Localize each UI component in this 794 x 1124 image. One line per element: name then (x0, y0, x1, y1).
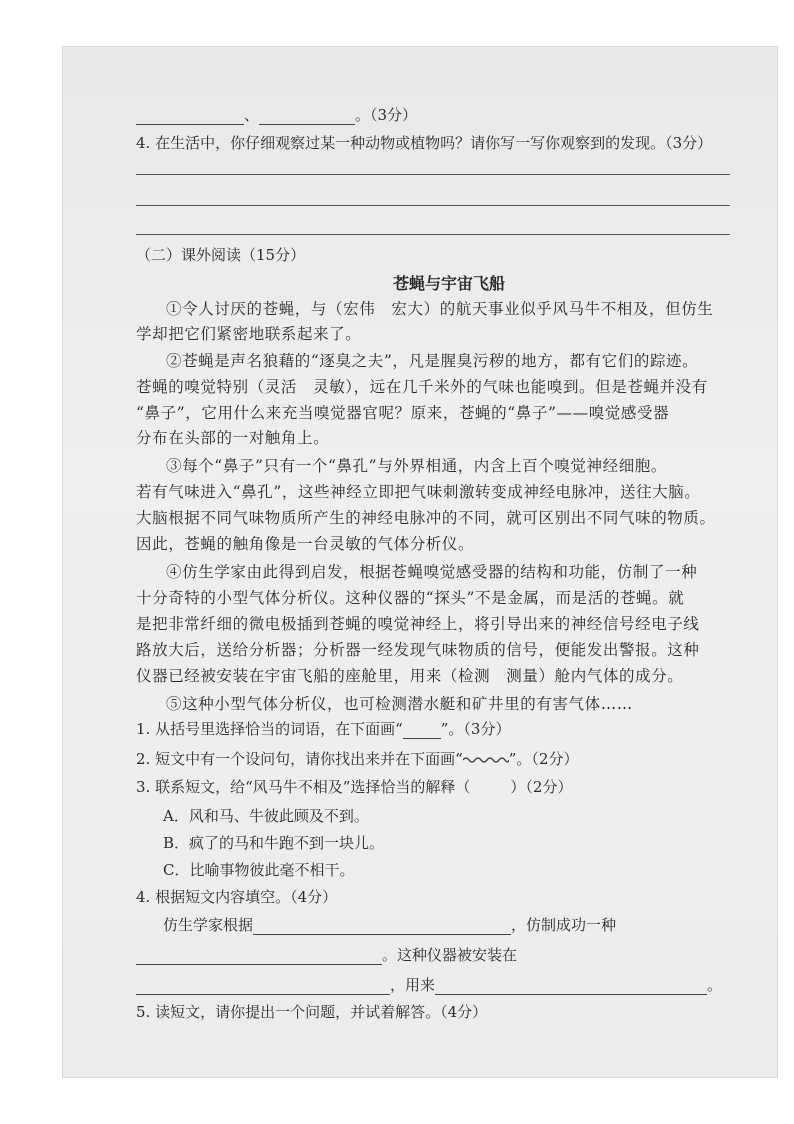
paragraph-line: “鼻子”，它用什么来充当嗅觉器官呢？原来，苍蝇的“鼻子”——嗅觉感受器 (136, 404, 670, 422)
question-text: 3. 联系短文，给“风马牛不相及”选择恰当的解释（ (136, 778, 471, 796)
question-4-fill: 4. 根据短文内容填空。（4分） (136, 888, 338, 906)
paragraph-line: 大脑根据不同气味物质所产生的神经电脉冲的不同，就可区别出不同气味的物质。 (136, 509, 716, 527)
underline-sample (403, 724, 441, 739)
wavy-line-icon (463, 755, 509, 765)
answer-line[interactable] (136, 205, 730, 206)
paragraph-line: ②苍蝇是声名狼藉的“逐臭之夫”，凡是腥臭污秽的地方，都有它们的踪迹。 (166, 352, 699, 370)
fill-text: ，用来 (390, 976, 436, 994)
option-c[interactable]: C．比喻事物彼此毫不相干。 (163, 861, 355, 879)
paragraph-line: 仪器已经被安装在宇宙飞船的座舱里，用来（检测 测量）舱内气体的成分。 (136, 667, 684, 685)
separator: 、 (244, 106, 260, 124)
question-5: 5. 读短文，请你提出一个问题，并试着解答。（4分） (136, 1003, 488, 1021)
paragraph-line: 若有气味进入“鼻孔”，这些神经立即把气味刺激转变成神经电脉冲，送往大脑。 (136, 483, 701, 501)
paragraph-line: 苍蝇的嗅觉特别（灵活 灵敏），远在几千米外的气味也能嗅到。但是苍蝇并没有 (136, 378, 708, 396)
answer-line[interactable] (136, 234, 730, 235)
option-b[interactable]: B．疯了的马和牛跑不到一块儿。 (163, 834, 385, 852)
paragraph-line: 因此，苍蝇的触角像是一台灵敏的气体分析仪。 (136, 535, 475, 553)
question-text: ”。（2分） (508, 750, 579, 768)
question-text: ”。（3分） (440, 720, 511, 738)
fill-line-2 (136, 944, 517, 965)
question-3 (136, 776, 572, 797)
section-heading: （二）课外阅读（15分） (136, 246, 306, 264)
answer-blank[interactable] (136, 976, 390, 995)
option-a[interactable]: A．风和马、牛彼此顾及不到。 (163, 807, 369, 825)
paragraph-line: 是把非常纤细的微电极插到苍蝇的嗅觉神经上，将引导出来的神经信号经电子线 (136, 615, 700, 633)
paragraph-line: 十分奇特的小型气体分析仪。这种仪器的“探头”不是金属，而是活的苍蝇。就 (136, 589, 685, 607)
answer-blank[interactable] (435, 976, 707, 995)
fill-text: 仿生学家根据 (163, 916, 254, 934)
question-text: 2. 短文中有一个设问句，请你找出来并在下面画“ (136, 750, 463, 768)
answer-blank[interactable] (136, 946, 382, 965)
question-2 (136, 748, 578, 769)
paragraph-line: ③每个“鼻子”只有一个“鼻孔”与外界相通，内含上百个嗅觉神经细胞。 (166, 457, 667, 475)
fill-line-1 (163, 914, 616, 935)
header-answer-line (136, 104, 417, 125)
question-text: ）（2分） (510, 778, 573, 796)
answer-blank[interactable] (136, 106, 244, 125)
paragraph-line: ⑤这种小型气体分析仪，也可检测潜水艇和矿井里的有害气体…… (166, 695, 633, 713)
fill-line-3 (136, 974, 722, 995)
paragraph-line: ①令人讨厌的苍蝇，与（宏伟 宏大）的航天事业似乎风马牛不相及，但仿生 (166, 300, 714, 318)
answer-blank[interactable] (253, 916, 511, 935)
question-4-prompt: 4. 在生活中，你仔细观察过某一种动物或植物吗？请你写一写你观察到的发现。（3分） (136, 134, 713, 152)
paragraph-line: 学却把它们紧密地联系起来了。 (136, 325, 362, 343)
answer-line[interactable] (136, 174, 730, 175)
question-1 (136, 718, 510, 739)
fill-text: 。 (707, 976, 723, 994)
answer-blank[interactable] (259, 106, 355, 125)
score-note: 。（3分） (355, 106, 418, 124)
paragraph-line: ④仿生学家由此得到启发，根据苍蝇嗅觉感受器的结构和功能，仿制了一种 (166, 563, 698, 581)
fill-text: ，仿制成功一种 (511, 916, 617, 934)
question-text: 1. 从括号里选择恰当的词语，在下面画“ (136, 720, 403, 738)
paragraph-line: 路放大后，送给分析器；分析器一经发现气味物质的信号，便能发出警报。这种 (136, 641, 700, 659)
paragraph-line: 分布在头部的一对触角上。 (136, 429, 330, 447)
article-title: 苍蝇与宇宙飞船 (393, 274, 506, 293)
fill-text: 。这种仪器被安装在 (382, 946, 518, 964)
